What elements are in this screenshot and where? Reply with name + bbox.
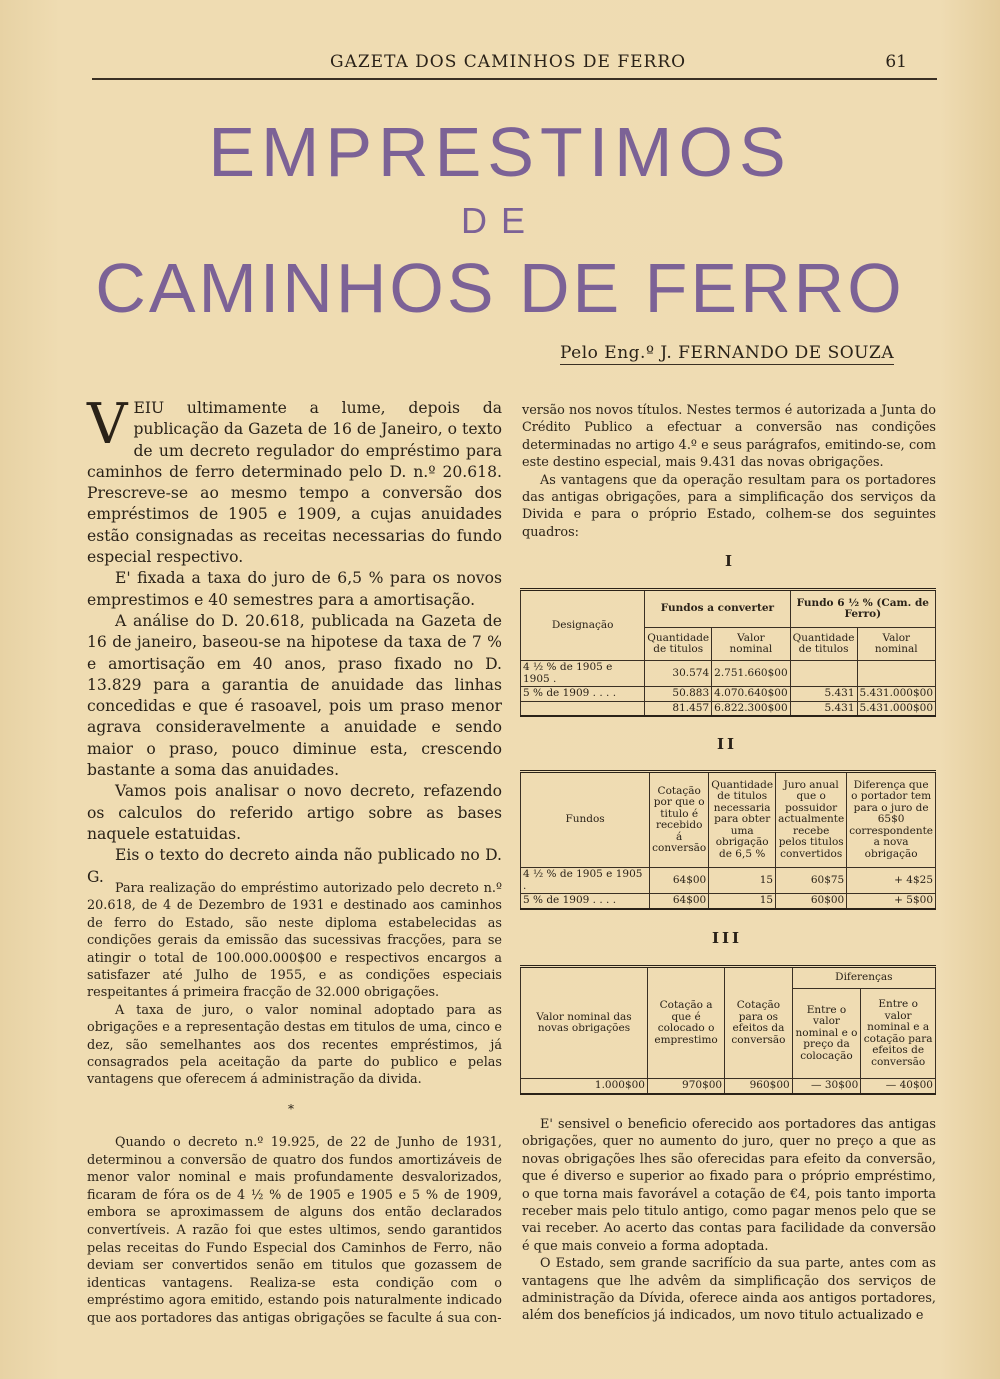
table-header: Entre o valor nominal e o preço da colocação: [792, 989, 861, 1079]
table2-label: II: [716, 735, 738, 753]
table-header: Cotação para os efeitos da conversão: [725, 967, 793, 1079]
right-column: [522, 402, 936, 541]
table-header: Diferenças: [792, 967, 935, 989]
table-header: Quantidade de titulos necessaria para obter uma obrigação de 6,5 %: [709, 772, 776, 868]
table-header: Cotação a que é colocado o emprestimo: [648, 967, 725, 1079]
table-row: 4 ½ % de 1905 e 1905 . 30.574 2.751.660$00: [521, 661, 936, 687]
paragraph: versão nos novos títulos. Nestes termos é autorizada a Junta do Crédito Publico a efectuar a conversão nas condições determinadas no artigo 4.º e seus parágrafos, emitindo-se, com este destino especial, mais 9.431 das novas obrigações.: [522, 403, 936, 471]
drop-cap: V: [87, 392, 128, 457]
table3: [520, 965, 936, 1095]
article-title-line2: DE: [460, 200, 539, 241]
table3-label: III: [711, 929, 743, 947]
table-header: Valor nominal das novas obrigações: [521, 967, 648, 1079]
table1-label: I: [724, 552, 736, 570]
paragraph: E' fixada a taxa do juro de 6,5 % para os novos emprestimos e 40 semestres para a amortisação.: [87, 569, 502, 609]
table-header: Fundo 6 ½ % (Cam. de Ferro): [790, 590, 935, 628]
table-row: 1.000$00 970$00 960$00 — 30$00 — 40$00: [521, 1079, 936, 1094]
continuation-text: [87, 1134, 502, 1328]
table-row: 5 % de 1909 . . . . 50.883 4.070.640$00 5.431 5.431.000$00: [521, 687, 936, 702]
paragraph: As vantagens que da operação resultam para os portadores das antigas obrigações, para a simplificação dos serviços da Divida e para o próprio Estado, colhem-se dos seguintes quadros:: [522, 472, 936, 540]
page-number: 61: [885, 52, 907, 72]
table-header: Fundos a converter: [645, 590, 790, 628]
decree-text: [87, 880, 502, 1089]
table-row: 5 % de 1909 . . . . 64$00 15 60$00 + 5$00: [521, 894, 936, 909]
table-header: Entre o valor nominal e a cotação para efeitos de conversão: [861, 989, 936, 1079]
table-total-row: 81.457 6.822.300$00 5.431 5.431.000$00: [521, 701, 936, 716]
paragraph: E' sensivel o beneficio oferecido aos portadores das antigas obrigações, quer no aumento do juro, quer no preço a que as novas obrigações lhes são oferecidas para efeito da conversão, que é diverso e superior ao fixado para o próprio empréstimo, o que torna mais favorável a cotação de €4, pois tanto importa receber mais pelo titulo antigo, como pagar menos pelo que se vai receber. Ao acerto das contas para facilidade da conversão é que mais conveio a forma adoptada.: [522, 1117, 936, 1254]
paragraph: VEIU ultimamente a lume, depois da publicação da Gazeta de 16 de Janeiro, o texto de um decreto regulador do empréstimo para caminhos de ferro determinado pelo D. n.º 20.618. Prescreve-se ao mesmo tempo a conversão dos empréstimos de 1905 e 1909, a cujas anuidades estão consignadas as receitas necessarias do fundo especial respectivo.: [87, 392, 502, 567]
table-header: Valor nominal: [857, 628, 935, 661]
article-title-line3: CAMINHOS DE FERRO: [95, 249, 905, 327]
table1: [520, 588, 936, 717]
article-title-line1: EMPRESTIMOS: [208, 113, 792, 191]
running-title: GAZETA DOS CAMINHOS DE FERRO: [330, 52, 687, 72]
paragraph: Para realização do empréstimo autorizado pelo decreto n.º 20.618, de 4 de Dezembro de 1931 e destinado aos caminhos de ferro do Estado, são neste diploma estabelecidas as condições gerais da emissão das sucessivas fracções, para se atingir o total de 100.000.000$00 e respectivos encargos a satisfazer até Julho de 1955, e as condições especiais respeitantes á primeira fracção de 32.000 obrigações.: [87, 881, 502, 1001]
section-separator: *: [288, 1102, 294, 1116]
table-header: Quantidade de titulos: [645, 628, 712, 661]
paragraph: A taxa de juro, o valor nominal adoptado para as obrigações e a representação destas em titulos de uma, cinco e dez, são semelhantes aos dos recentes empréstimos, já consagrados pela aceitação da parte do publico e pelas vantagens que oferecem á administração da divida.: [87, 1002, 502, 1088]
table2: [520, 770, 936, 910]
table-header: Quantidade de titulos: [790, 628, 857, 661]
running-header: [92, 50, 937, 80]
left-column: [87, 392, 502, 888]
right-column-bottom: [522, 1116, 936, 1325]
table-header: Juro anual que o possuidor actualmente recebe pelos titulos convertidos: [776, 772, 847, 868]
paragraph: Quando o decreto n.º 19.925, de 22 de Junho de 1931, determinou a conversão de quatro dos fundos amortizáveis de menor valor nominal e mais profundamente desvalorizados, ficaram de fóra os de 4 ½ % de 1905 e 1905 e 5 % de 1909, embora se aproximassem de alguns dos então declarados convertíveis. A razão foi que estes ultimos, sendo garantidos pelas receitas do Fundo Especial dos Caminhos de Ferro, não deviam ser convertidos senão em titulos que gozassem de identicas vantagens. Realiza-se esta condição com o empréstimo agora emitido, estando pois naturalmente indicado que aos portadores das antigas obrigações se faculte á sua con-: [87, 1135, 502, 1326]
table-header: Designação: [521, 590, 645, 661]
table-header: Fundos: [521, 772, 650, 868]
paragraph: O Estado, sem grande sacrifício da sua parte, antes com as vantagens que lhe advêm da simplificação dos serviços de administração da Dívida, oferece ainda aos antigos portadores, além dos benefícios já indicados, um novo titulo actualizado e: [522, 1256, 936, 1324]
table-row: 4 ½ % de 1905 e 1905 . 64$00 15 60$75 + 4$25: [521, 868, 936, 894]
table-header: Diferença que o portador tem para o juro de 65$0 correspondente a nova obrigação: [847, 772, 936, 868]
paragraph: Vamos pois analisar o novo decreto, refazendo os calculos do referido artigo sobre as bases naquele estatuidas.: [87, 782, 502, 843]
paragraph: Eis o texto do decreto ainda não publicado no D. G.: [87, 846, 502, 886]
byline: Pelo Eng.º J. FERNANDO DE SOUZA: [560, 343, 895, 363]
paragraph: A análise do D. 20.618, publicada na Gazeta de 16 de janeiro, baseou-se na hipotese da taxa de 7 % e amortisação em 40 anos, praso fixado no D. 13.829 para a garantia de anuidade das linhas concedidas e que é rasoavel, pois um praso menor agrava consideravelmente a anuidade e sendo maior o praso, pouco diminue esta, crescendo bastante a soma das anuidades.: [87, 611, 502, 780]
table-header: Cotação por que o titulo é recebido á conversão: [650, 772, 709, 868]
table-header: Valor nominal: [712, 628, 790, 661]
